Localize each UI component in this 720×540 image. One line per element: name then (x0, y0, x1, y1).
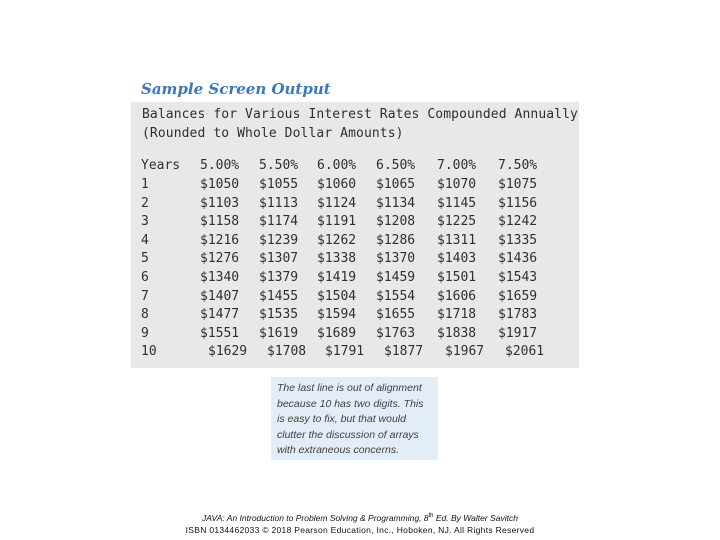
balance-cell: $1307 (259, 251, 299, 267)
table-row (141, 289, 571, 307)
year-cell: 9 (141, 325, 149, 341)
balance-cell: $1459 (376, 270, 416, 285)
balance-cell: $1543 (498, 270, 538, 285)
copyright-line: ISBN 0134462033 © 2018 Pearson Education, Inc., Hoboken, NJ. All Rights Reserved (185, 525, 535, 535)
year-cell: 2 (141, 195, 149, 211)
balance-cell: $1208 (376, 214, 416, 230)
column-header: 7.50% (498, 158, 538, 173)
balance-cell: $1262 (317, 232, 357, 248)
year-cell: 7 (141, 288, 149, 304)
balance-cell: $1370 (376, 251, 416, 267)
table-row (141, 214, 571, 232)
balance-cell: $1551 (200, 325, 240, 341)
balance-cell: $1065 (376, 177, 416, 192)
table-row (141, 177, 571, 195)
column-header: 7.00% (437, 158, 477, 173)
balance-cell: $1113 (259, 195, 299, 211)
balance-cell: $1338 (317, 251, 357, 267)
balance-cell: $1967 (445, 344, 485, 360)
balance-cell: $1134 (376, 195, 416, 211)
balance-cell: $2061 (505, 344, 545, 360)
balance-cell: $1501 (437, 270, 477, 285)
balance-cell: $1689 (317, 325, 357, 341)
book-citation (0, 513, 720, 523)
balance-cell: $1276 (200, 251, 240, 267)
table-row (141, 196, 571, 214)
balance-cell: $1655 (376, 307, 416, 323)
output-heading-line-2: (Rounded to Whole Dollar Amounts) (142, 126, 404, 141)
year-cell: 1 (141, 177, 149, 192)
balance-cell: $1216 (200, 232, 240, 248)
balance-cell: $1055 (259, 177, 299, 192)
balance-cell: $1917 (498, 325, 538, 341)
column-header: 6.00% (317, 158, 357, 173)
balance-cell: $1455 (259, 288, 299, 304)
column-header: 6.50% (376, 158, 416, 173)
citation-author: Ed. By Walter Savitch (433, 513, 518, 523)
balance-cell: $1708 (267, 344, 307, 360)
table-header-row (141, 158, 571, 176)
edition-superscript: th (428, 513, 434, 520)
balance-cell: $1379 (259, 270, 299, 285)
balance-cell: $1783 (498, 307, 538, 323)
balance-cell: $1419 (317, 270, 357, 285)
year-cell: 4 (141, 232, 149, 248)
balance-cell: $1156 (498, 195, 538, 211)
table-row (141, 251, 571, 269)
output-heading-line-1: Balances for Various Interest Rates Compounded Annually (142, 107, 578, 122)
balance-cell: $1340 (200, 270, 240, 285)
column-header: Years (141, 158, 181, 173)
year-cell: 8 (141, 307, 149, 323)
table-row (141, 326, 571, 344)
balance-cell: $1407 (200, 288, 240, 304)
balance-cell: $1239 (259, 232, 299, 248)
balance-cell: $1335 (498, 232, 538, 248)
balance-cell: $1158 (200, 214, 240, 230)
balance-cell: $1191 (317, 214, 357, 230)
balance-cell: $1838 (437, 325, 477, 341)
citation-title: JAVA: An Introduction to Problem Solving & Programming, 8 (202, 513, 429, 523)
balance-cell: $1436 (498, 251, 538, 267)
balance-cell: $1070 (437, 177, 477, 192)
balance-cell: $1477 (200, 307, 240, 323)
table-row (141, 233, 571, 251)
sample-output-title: Sample Screen Output (141, 80, 331, 98)
balance-cell: $1791 (325, 344, 365, 360)
year-cell: 6 (141, 270, 149, 285)
alignment-note-callout: The last line is out of alignment because 10 has two digits. This is easy to fix, but that would clutter the discussion of arrays with extraneous concerns. (271, 377, 438, 460)
year-cell: 3 (141, 214, 149, 230)
balance-cell: $1124 (317, 195, 357, 211)
balance-cell: $1225 (437, 214, 477, 230)
balance-cell: $1286 (376, 232, 416, 248)
balance-cell: $1103 (200, 195, 240, 211)
balance-cell: $1145 (437, 195, 477, 211)
balance-cell: $1619 (259, 325, 299, 341)
balance-cell: $1554 (376, 288, 416, 304)
balance-cell: $1403 (437, 251, 477, 267)
balance-cell: $1311 (437, 232, 477, 248)
year-cell: 5 (141, 251, 149, 267)
balance-cell: $1504 (317, 288, 357, 304)
balance-cell: $1050 (200, 177, 240, 192)
column-header: 5.50% (259, 158, 299, 173)
balance-cell: $1075 (498, 177, 538, 192)
balance-cell: $1877 (384, 344, 424, 360)
balance-cell: $1535 (259, 307, 299, 323)
year-cell: 10 (141, 344, 157, 360)
balance-cell: $1718 (437, 307, 477, 323)
balance-cell: $1174 (259, 214, 299, 230)
balance-cell: $1606 (437, 288, 477, 304)
balance-cell: $1060 (317, 177, 357, 192)
table-row (141, 344, 571, 362)
table-row (141, 307, 571, 325)
table-row (141, 270, 571, 288)
balance-cell: $1659 (498, 288, 538, 304)
balance-cell: $1242 (498, 214, 538, 230)
balance-cell: $1763 (376, 325, 416, 341)
balance-cell: $1594 (317, 307, 357, 323)
balance-cell: $1629 (208, 344, 248, 360)
column-header: 5.00% (200, 158, 240, 173)
